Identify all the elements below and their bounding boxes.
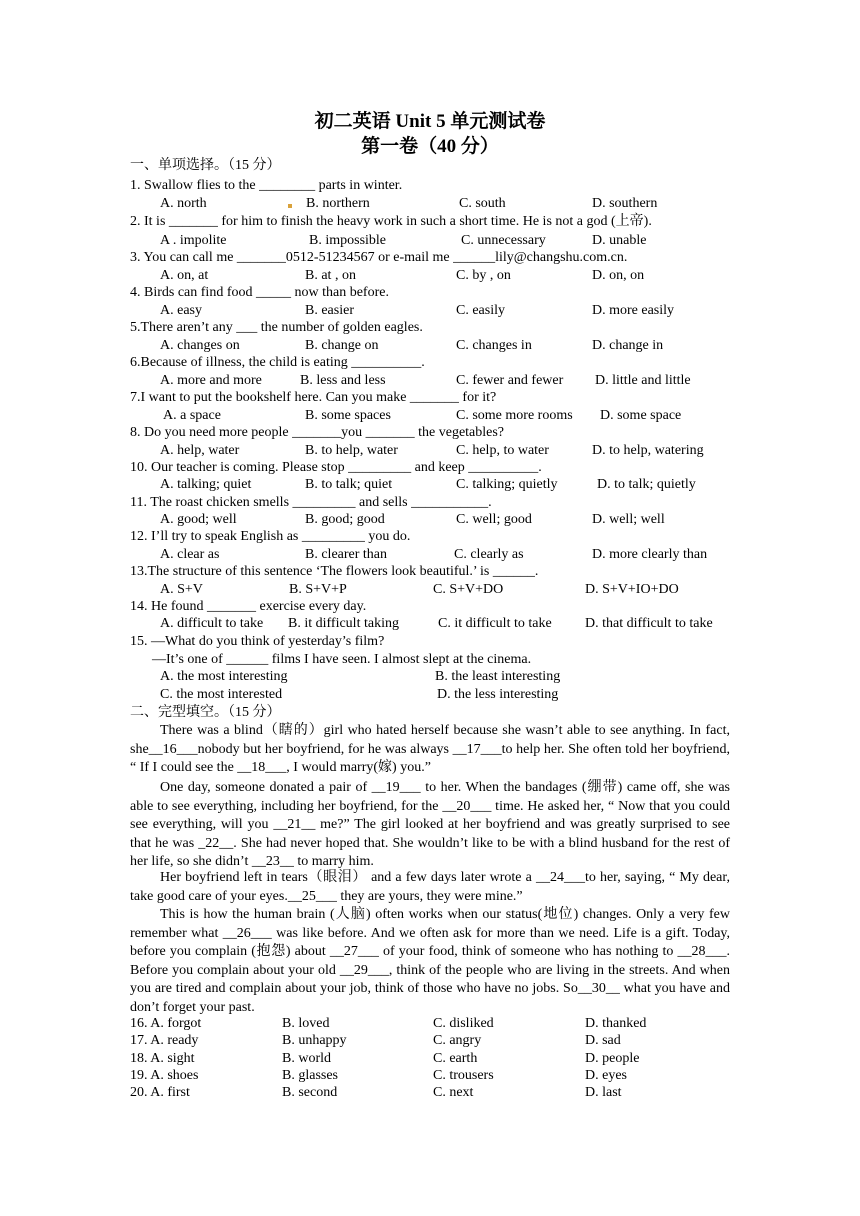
option: C. by , on [456, 268, 511, 283]
option: C. changes in [456, 338, 532, 353]
option: A. S+V [160, 582, 203, 597]
answer-option: 16. A. forgot [130, 1016, 202, 1031]
option: D. to talk; quietly [597, 477, 696, 492]
cloze-paragraph [130, 779, 730, 872]
option: D. S+V+IO+DO [585, 582, 679, 597]
paragraph-text: Her boyfriend left in tears（眼泪） and a few days later wrote a __24___to her, saying, “ My dear, take good care of your eyes.__25___ they are yours, they were mine.” [130, 870, 730, 904]
option: C. clearly as [454, 547, 524, 562]
answer-option: 19. A. shoes [130, 1068, 199, 1083]
page-title: 初二英语 Unit 5 单元测试卷 [314, 111, 546, 132]
marker-dot [288, 204, 292, 208]
answer-option: B. second [282, 1085, 338, 1100]
paragraph-text: One day, someone donated a pair of __19___ to her. When the bandages (绷带) came off, she was able to see everything, including her boyfriend, for the __20___ time. He asked her, “ Now that you could see everything, will you __21__ me?” The girl looked at her boyfriend and was greatly surprised to see that he was _22__. She had never hoped that. She wouldn’t like to be with a blind husband for the rest of her life, so she didn’t __23__ to marry him. [130, 780, 730, 869]
answer-option: 18. A. sight [130, 1051, 195, 1066]
option: D. little and little [595, 373, 691, 388]
question-stem: 11. The roast chicken smells _________ and sells ___________. [130, 495, 492, 510]
option: B. good; good [305, 512, 385, 527]
option: C. the most interested [160, 687, 283, 702]
option: D. southern [592, 196, 658, 211]
question-stem: 3. You can call me _______0512-51234567 or e-mail me ______lily@changshu.com.cn. [130, 250, 628, 265]
option: C. talking; quietly [456, 477, 558, 492]
paragraph-text: There was a blind（瞎的）girl who hated herself because she wasn’t able to see anything. In fact, she__16___nobody but her boyfriend, for he was always __17___to help her. She often told her boyfriend, “ If I could see the __18___, I would marry(嫁) you.” [130, 723, 730, 775]
question-stem: 5.There aren’t any ___ the number of golden eagles. [130, 320, 423, 335]
answer-option: C. trousers [433, 1068, 494, 1083]
option: B. clearer than [305, 547, 388, 562]
answer-option: 20. A. first [130, 1085, 190, 1100]
section2-heading: 二、完型填空。（15 分） [130, 705, 281, 720]
option: C. S+V+DO [433, 582, 504, 597]
option: B. northern [306, 196, 370, 211]
option: A. changes on [160, 338, 240, 353]
option: A . impolite [160, 233, 227, 248]
answer-option: B. unhappy [282, 1033, 347, 1048]
option: A. easy [160, 303, 202, 318]
paragraph-text: This is how the human brain (人脑) often works when our status(地位) changes. Only a very few remember what __26___ was like before. And we often ask for more than we need. Life is a gift. Today, before you complain (抱怨) about __27___ of your food, think of someone who has nothing to __28___. Before you complain about your old __29___, think of the people who are living in the streets. And when you are tired and complain about your job, think of those who have no jobs. So__30__ what you have and don’t forget your past. [130, 907, 730, 1015]
answer-option: D. thanked [585, 1016, 647, 1031]
answer-option: D. sad [585, 1033, 621, 1048]
option: B. impossible [309, 233, 387, 248]
answer-option: C. angry [433, 1033, 482, 1048]
question-stem: 4. Birds can find food _____ now than before. [130, 285, 389, 300]
option: B. less and less [300, 373, 386, 388]
option: A. a space [163, 408, 221, 423]
option: A. north [160, 196, 207, 211]
answer-option: C. earth [433, 1051, 478, 1066]
question-stem: 1. Swallow flies to the ________ parts in winter. [130, 178, 403, 193]
option: D. the less interesting [437, 687, 559, 702]
option: A. the most interesting [160, 669, 288, 684]
cloze-paragraph [130, 906, 730, 1017]
answer-option: B. world [282, 1051, 331, 1066]
question-stem: 6.Because of illness, the child is eating __________. [130, 355, 425, 370]
answer-option: B. glasses [282, 1068, 338, 1083]
option: A. help, water [160, 443, 240, 458]
option: D. more clearly than [592, 547, 708, 562]
option: C. fewer and fewer [456, 373, 564, 388]
question-stem: 13.The structure of this sentence ‘The flowers look beautiful.’ is ______. [130, 564, 539, 579]
option: C. help, to water [456, 443, 549, 458]
answer-option: B. loved [282, 1016, 330, 1031]
option: A. clear as [160, 547, 220, 562]
option: D. unable [592, 233, 647, 248]
option: A. good; well [160, 512, 237, 527]
section1-heading: 一、单项选择。（15 分） [130, 158, 281, 173]
option: D. to help, watering [592, 443, 704, 458]
option: C. some more rooms [456, 408, 573, 423]
option: A. difficult to take [160, 616, 264, 631]
question-stem: 15. —What do you think of yesterday’s film? [130, 634, 385, 649]
option: B. change on [305, 338, 379, 353]
question-stem: 2. It is _______ for him to finish the heavy work in such a short time. He is not a god (上帝). [130, 214, 652, 229]
option: B. to help, water [305, 443, 398, 458]
option: D. more easily [592, 303, 675, 318]
option: C. easily [456, 303, 505, 318]
option: A. talking; quiet [160, 477, 252, 492]
answer-option: D. last [585, 1085, 622, 1100]
option: B. easier [305, 303, 354, 318]
answer-option: C. disliked [433, 1016, 494, 1031]
option: B. the least interesting [435, 669, 561, 684]
question-stem: 12. I’ll try to speak English as _________ you do. [130, 529, 411, 544]
option: B. to talk; quiet [305, 477, 393, 492]
answer-option: D. eyes [585, 1068, 627, 1083]
option: B. S+V+P [289, 582, 347, 597]
question-stem: 8. Do you need more people _______you _______ the vegetables? [130, 425, 505, 440]
option: D. some space [600, 408, 682, 423]
option: C. south [459, 196, 506, 211]
option: B. some spaces [305, 408, 391, 423]
question-stem: 7.I want to put the bookshelf here. Can you make _______ for it? [130, 390, 497, 405]
option: B. it difficult taking [288, 616, 399, 631]
option: A. more and more [160, 373, 262, 388]
question-stem: 14. He found _______ exercise every day. [130, 599, 367, 614]
answer-option: D. people [585, 1051, 640, 1066]
option: C. unnecessary [461, 233, 546, 248]
option: D. that difficult to take [585, 616, 713, 631]
cloze-paragraph [130, 869, 730, 906]
option: D. well; well [592, 512, 665, 527]
page-subtitle: 第一卷（40 分） [361, 136, 499, 157]
option: B. at , on [305, 268, 356, 283]
option: A. on, at [160, 268, 209, 283]
question-stem-line2: —It’s one of ______ films I have seen. I almost slept at the cinema. [152, 652, 532, 667]
option: C. it difficult to take [438, 616, 552, 631]
answer-option: C. next [433, 1085, 474, 1100]
option: C. well; good [456, 512, 532, 527]
answer-option: 17. A. ready [130, 1033, 199, 1048]
option: D. change in [592, 338, 664, 353]
option: D. on, on [592, 268, 645, 283]
cloze-paragraph [130, 722, 730, 778]
question-stem: 10. Our teacher is coming. Please stop _________ and keep __________. [130, 460, 542, 475]
